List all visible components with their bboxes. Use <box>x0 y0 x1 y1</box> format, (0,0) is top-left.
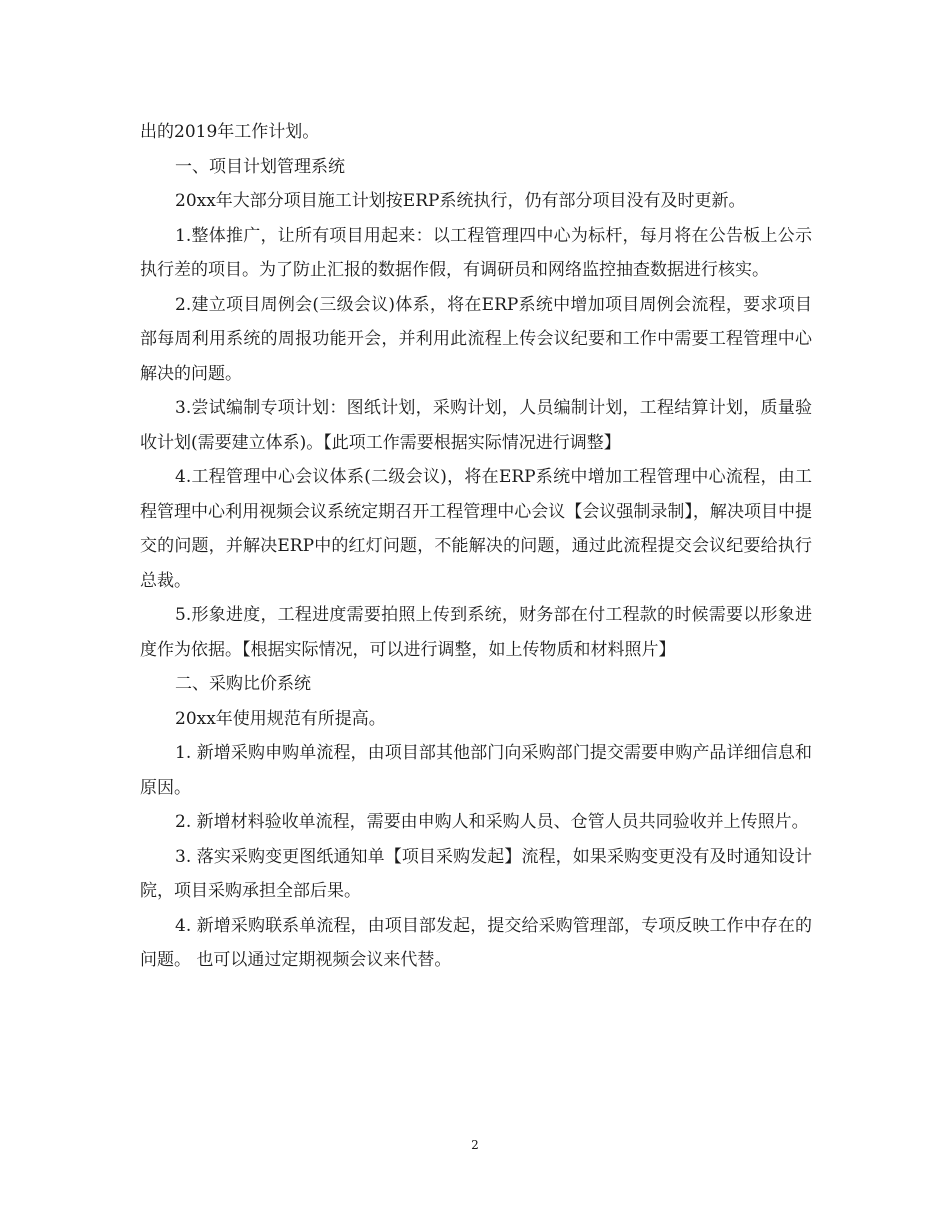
paragraph-intro-erp: 20xx年大部分项目施工计划按ERP系统执行，仍有部分项目没有及时更新。 <box>175 191 746 211</box>
section-heading-project-plan: 一、项目计划管理系统 <box>175 156 345 177</box>
list-item-1: 1.整体推广，让所有项目用起来：以工程管理四中心为标杆，每月将在公告板上公示执行差的项目。为了防止汇报的数据作假，有调研员和网络监控抽查数据进行核实。 <box>140 225 812 280</box>
procurement-item-4: 4. 新增采购联系单流程，由项目部发起，提交给采购管理部，专项反映工作中存在的问题。 也可以通过定期视频会议来代替。 <box>140 915 812 970</box>
paragraph-intro-procurement: 20xx年使用规范有所提高。 <box>175 708 386 729</box>
list-item-2: 2.建立项目周例会(三级会议)体系，将在ERP系统中增加项目周例会流程，要求项目部每周利用系统的周报功能开会，并利用此流程上传会议纪要和工作中需要工程管理中心解决的问题。 <box>140 294 812 384</box>
paragraph-continuation: 出的2019年工作计划。 <box>140 122 320 142</box>
list-item-5: 5.形象进度，工程进度需要拍照上传到系统，财务部在付工程款的时候需要以形象进度作为依据。【根据实际情况，可以进行调整，如上传物质和材料照片】 <box>140 605 812 660</box>
section-heading-procurement: 二、采购比价系统 <box>175 674 311 694</box>
list-item-3: 3.尝试编制专项计划：图纸计划，采购计划，人员编制计划，工程结算计划，质量验收计划(需要建立体系)。【此项工作需要根据实际情况进行调整】 <box>140 398 812 453</box>
page-number: 2 <box>471 1138 479 1152</box>
procurement-item-1: 1. 新增采购申购单流程，由项目部其他部门向采购部门提交需要申购产品详细信息和原因。 <box>140 743 812 798</box>
list-item-4: 4.工程管理中心会议体系(二级会议)，将在ERP系统中增加工程管理中心流程，由工程管理中心利用视频会议系统定期召开工程管理中心会议【会议强制录制】，解决项目中提交的问题，并解决ERP中的红灯问题，不能解决的问题，通过此流程提交会议纪要给执行总裁。 <box>140 467 812 591</box>
procurement-item-2: 2. 新增材料验收单流程，需要由申购人和采购人员、仓管人员共同验收并上传照片。 <box>175 812 809 832</box>
document-body <box>140 115 812 978</box>
procurement-item-3: 3. 落实采购变更图纸通知单【项目采购发起】流程，如果采购变更没有及时通知设计院，项目采购承担全部后果。 <box>140 846 812 901</box>
